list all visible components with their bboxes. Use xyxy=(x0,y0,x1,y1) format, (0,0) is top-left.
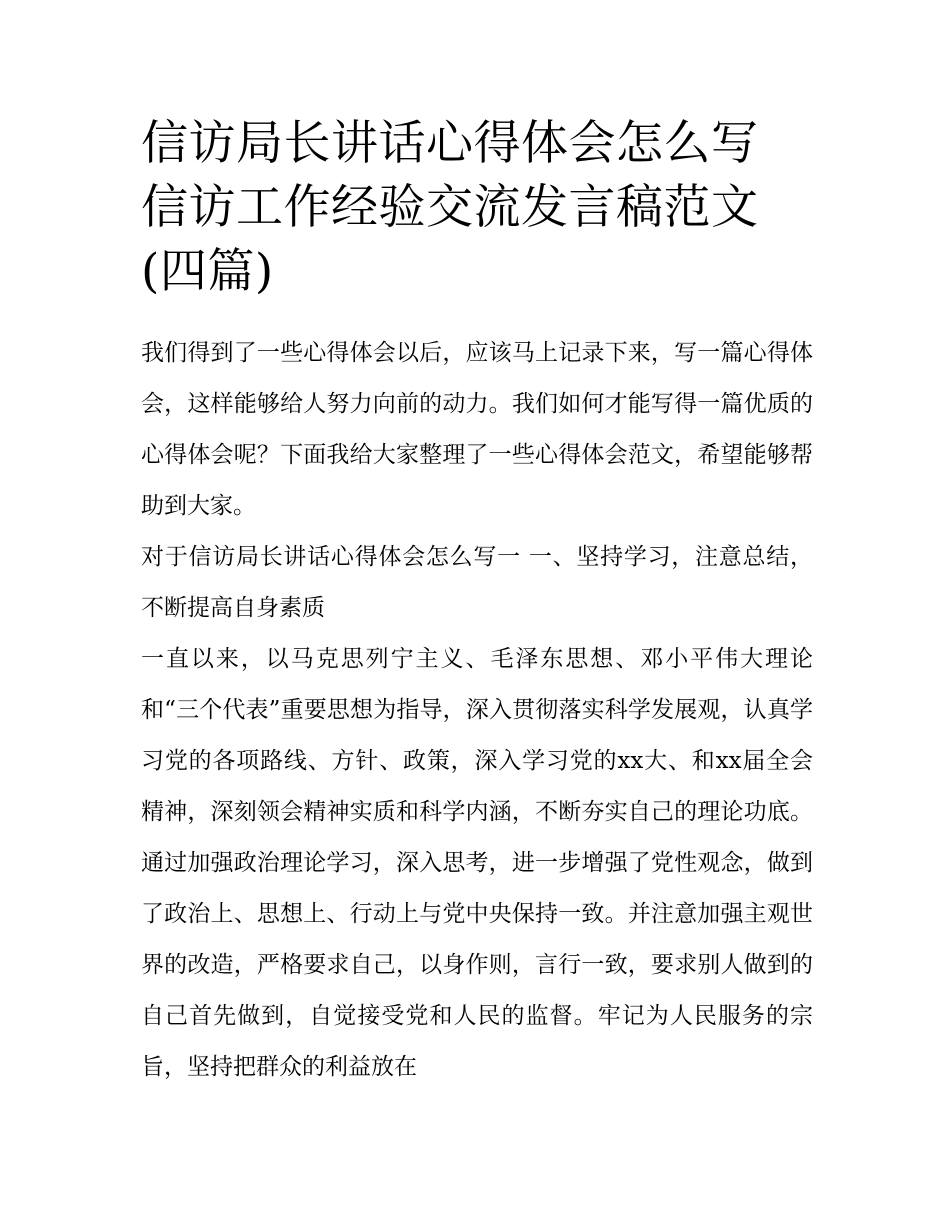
title-block xyxy=(141,112,813,304)
section-heading-paragraph: 对于信访局长讲话心得体会怎么写一 一、坚持学习，注意总结，不断提高自身素质 xyxy=(141,544,813,621)
title-line-1: 信访局长讲话心得体会怎么写 xyxy=(141,116,759,171)
title-line-3: (四篇) xyxy=(141,244,274,299)
document-content xyxy=(141,112,813,1093)
body-paragraph: 一直以来，以马克思列宁主义、毛泽东思想、邓小平伟大理论和“三个代表”重要思想为指导，深入贯彻落实科学发展观，认真学习党的各项路线、方针、政策，深入学习党的xx大、和xx届全会精神，深刻领会精神实质和科学内涵，不断夯实自己的理论功底。通过加强政治理论学习，深入思考，进一步增强了党性观念，做到了政治上、思想上、行动上与党中央保持一致。并注意加强主观世界的改造，严格要求自己，以身作则，言行一致，要求别人做到的自己首先做到，自觉接受党和人民的监督。牢记为人民服务的宗旨，坚持把群众的利益放在 xyxy=(141,646,813,1080)
title-line-2: 信访工作经验交流发言稿范文 xyxy=(141,180,759,235)
intro-paragraph: 我们得到了一些心得体会以后，应该马上记录下来，写一篇心得体会，这样能够给人努力向前的动力。我们如何才能写得一篇优质的心得体会呢？下面我给大家整理了一些心得体会范文，希望能够帮助到大家。 xyxy=(141,340,813,519)
document-title xyxy=(141,112,813,304)
document-body xyxy=(141,328,813,1093)
